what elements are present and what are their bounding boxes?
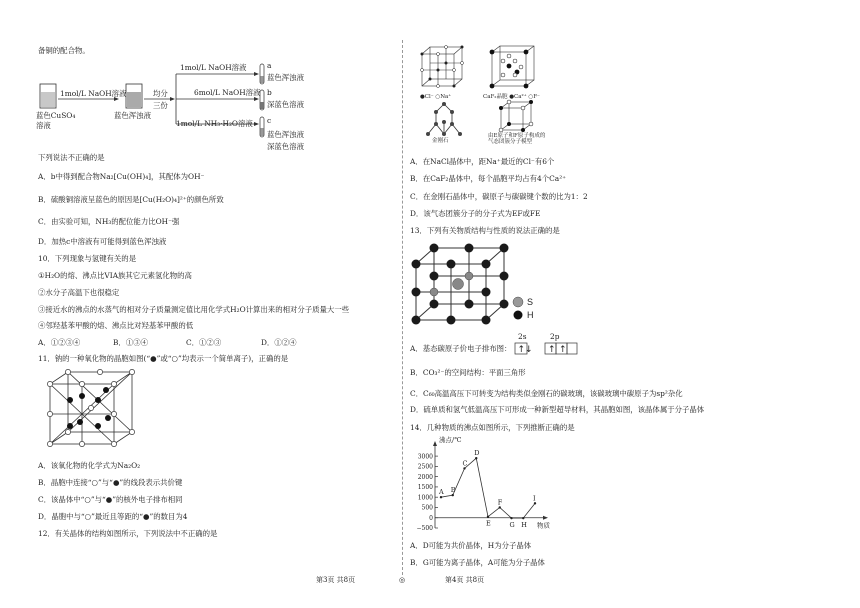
q10-option-d: D．①②④ <box>261 338 297 347</box>
nacl-crystal-figure <box>418 44 468 92</box>
test-tube-b <box>260 90 264 110</box>
data-point <box>499 506 501 508</box>
q10-item-1: ①H₂O的熔、沸点比VIA族其它元素氢化物的高 <box>38 271 192 280</box>
y-tick-label: 2000 <box>417 473 433 481</box>
diamond-caption: 金刚石 <box>432 138 449 144</box>
q12-option-b: B．在CaF₂晶体中，每个晶胞平均占有4个Ca²⁺ <box>410 174 567 183</box>
q10-title: 10．下列现象与氢键有关的是 <box>38 254 137 263</box>
y-tick-label: 0 <box>429 514 433 522</box>
data-point <box>463 467 465 469</box>
q11-option-a: A．该氧化物的化学式为Na₂O₂ <box>38 461 141 470</box>
q11-title: 11．钠的一种氧化物的晶胞如图(“●”或“○”均表示一个简单离子)，正确的是 <box>38 354 289 363</box>
caf2-caption: CaF₂晶胞 ●Ca²⁺ ○F⁻ <box>483 94 540 100</box>
q12-option-a: A．在NaCl晶体中，距Na⁺最近的Cl⁻有6个 <box>410 157 555 166</box>
column-divider <box>402 40 403 575</box>
flow-branch-b-reagent: 6mol/L NaOH溶液 <box>194 88 261 97</box>
boiling-point-chart <box>405 434 565 534</box>
footer-mid-mark: ◎ <box>399 576 406 584</box>
flow-branch-c-result2: 深蓝色溶液 <box>267 142 304 151</box>
data-label: I <box>533 494 536 503</box>
nacl-caption: ●Cl⁻ ○Na⁺ <box>420 94 452 100</box>
q13-option-b: B．CO₃²⁻的空间结构：平面三角形 <box>410 368 526 377</box>
orbital-2p-label: 2p <box>550 332 560 341</box>
x-axis-arrow <box>543 516 548 520</box>
cluster-caption: 由E原子和F原子构成的气态团簇分子模型 <box>488 133 546 146</box>
flow-branch-a-letter: a <box>267 61 272 70</box>
data-point <box>522 517 524 519</box>
q13-option-a: A．基态碳原子价电子排布图： <box>410 344 512 353</box>
legend-hydrogen-atom <box>512 309 524 321</box>
intro-text: 备铜的配合物。 <box>38 46 90 55</box>
q9-option-b: B．硫酸铜溶液呈蓝色的原因是[Cu(H₂O)₄]²⁺的颜色所致 <box>38 195 224 204</box>
caf2-crystal-figure <box>486 44 536 92</box>
q12-title: 12．有关晶体的结构如图所示，下列说法中不正确的是 <box>38 529 218 538</box>
y-tick-label: 1500 <box>417 484 433 492</box>
y-tick-label: 500 <box>421 504 433 512</box>
data-label: A <box>439 488 444 497</box>
q14-title: 14．几种物质的沸点如图所示，下列推断正确的是 <box>410 423 575 432</box>
q13-title: 13．下列有关物质结构与性质的说法正确的是 <box>410 226 560 235</box>
svg-text:↑↓: ↑↓ <box>517 345 533 355</box>
q9-option-a: A．b中得到配合物Na₂[Cu(OH)₄]，其配体为OH⁻ <box>38 172 205 181</box>
y-tick-label: 3000 <box>417 453 433 461</box>
q10-option-b: B．①③④ <box>113 338 148 347</box>
svg-text:↑: ↑ <box>559 345 567 355</box>
q11-option-c: C．该晶体中“○”与“●”的核外电子排布相同 <box>38 495 183 504</box>
data-point <box>534 502 536 504</box>
data-label: H <box>521 521 527 530</box>
flow-branch-c-letter: c <box>267 116 272 125</box>
beaker-2 <box>126 84 142 108</box>
flow-split-top: 均分 <box>153 89 168 98</box>
q9-option-d: D．加热c中溶液有可能得到蓝色浑浊液 <box>38 237 167 246</box>
flow-branch-c-result1: 蓝色浑浊液 <box>267 130 304 139</box>
flow-beaker2-label: 蓝色浑浊液 <box>114 111 151 120</box>
sulfur-hydride-unit-cell <box>410 244 510 324</box>
beaker-1 <box>40 84 56 108</box>
flow-start-label: 1mol/L NaOH溶液 <box>60 89 127 98</box>
q10-option-c: C．①②③ <box>186 338 222 347</box>
test-tube-a <box>260 64 264 84</box>
data-label: D <box>474 449 480 458</box>
legend-sulfur-atom <box>512 296 524 308</box>
y-axis-arrow <box>433 441 437 446</box>
q13-option-c: C．C₆₀高温高压下可转变为结构类似金刚石的碳玻璃，该碳玻璃中碳原子为sp²杂化 <box>410 389 683 398</box>
flow-split-bottom: 三份 <box>153 101 168 110</box>
flow-branch-a-reagent: 1mol/L NaOH溶液 <box>180 63 247 72</box>
legend-h-label: H <box>527 310 534 320</box>
y-axis-label: 沸点/℃ <box>439 436 462 444</box>
flow-branch-b-letter: b <box>267 88 272 97</box>
q12-option-c: C．在金刚石晶体中，碳原子与碳碳键个数的比为1：2 <box>410 192 588 201</box>
q14-option-a: A．D可能为共价晶体，H为分子晶体 <box>410 541 532 550</box>
data-label: F <box>497 498 503 507</box>
orbital-2s-label: 2s <box>518 332 527 341</box>
y-tick-label: 2500 <box>417 463 433 471</box>
data-label: C <box>462 459 468 468</box>
q13-option-d: D．硫单质和氢气低温高压下可形成一种新型超导材料，其晶胞如图，该晶体属于分子晶体 <box>410 405 705 414</box>
flow-branch-a-result: 蓝色浑浊液 <box>267 73 304 82</box>
data-label: E <box>486 519 491 528</box>
q12-option-d: D．该气态团簇分子的分子式为EF或FE <box>410 209 541 218</box>
q10-item-2: ②水分子高温下也很稳定 <box>38 288 120 297</box>
flow-branch-c-reagent: 1mol/L NH₃·H₂O溶液 <box>176 119 253 128</box>
diamond-crystal-figure <box>420 100 468 142</box>
footer-left-page: 第3页 共8页 <box>316 576 356 584</box>
y-tick-label: −500 <box>416 525 433 533</box>
flow-beaker1-label2: 溶液 <box>36 121 51 130</box>
x-axis-label: 物质 <box>537 521 550 530</box>
test-tube-c <box>260 117 264 137</box>
y-tick-label: 1000 <box>417 494 433 502</box>
q10-option-a: A．①②③④ <box>38 338 81 347</box>
data-point <box>452 494 454 496</box>
q9-option-c: C．由实验可知，NH₃的配位能力比OH⁻强 <box>38 217 180 226</box>
q10-item-4: ④邻羟基苯甲酸的熔、沸点比对羟基苯甲酸的低 <box>38 321 194 330</box>
data-point <box>510 517 512 519</box>
data-point <box>475 457 477 459</box>
q11-option-d: D．晶胞中与“○”最近且等距的“●”的数目为4 <box>38 512 188 521</box>
legend-s-label: S <box>527 297 534 307</box>
footer-right-page: 第4页 共8页 <box>445 576 485 584</box>
q14-option-b: B．G可能为离子晶体，A可能为分子晶体 <box>410 558 545 567</box>
flow-branch-b-result: 深蓝色溶液 <box>267 100 304 109</box>
svg-text:↑: ↑ <box>548 345 556 355</box>
data-label: B <box>450 486 456 495</box>
q11-option-b: B．晶胞中连接“○”与“●”的线段表示共价键 <box>38 478 183 487</box>
cluster-molecule-figure <box>497 100 537 134</box>
data-point <box>440 496 442 498</box>
q9-prompt: 下列说法不正确的是 <box>38 153 105 162</box>
flow-beaker1-label1: 蓝色CuSO₄ <box>36 111 76 120</box>
na-oxide-unit-cell <box>44 368 140 448</box>
orbital-diagram <box>515 343 577 355</box>
data-label: G <box>509 521 515 530</box>
data-point <box>487 516 489 518</box>
q10-item-3: ③接近水的沸点的水蒸气的相对分子质量测定值比用化学式H₂O计算出来的相对分子质量大一些 <box>38 305 350 314</box>
